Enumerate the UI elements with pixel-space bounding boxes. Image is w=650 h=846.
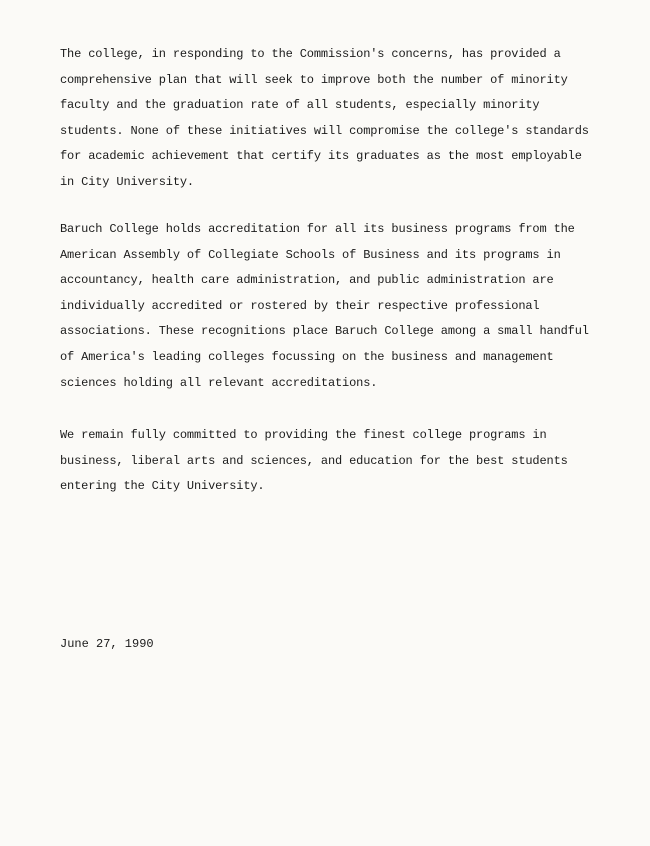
paragraph-commission-response: The college, in responding to the Commission's concerns, has provided a comprehensive plan that will seek to improve both the number of minority faculty and the graduation rate of all students, especially minority students. None of these initiatives will compromise the college's standards for academic achievement that certify its graduates as the most employable in City University. [60,47,589,189]
paragraph-commitment: We remain fully committed to providing the finest college programs in business, liberal arts and sciences, and education for the best students entering the City University. [60,428,568,494]
document-date: June 27, 1990 [60,637,154,651]
paragraph-accreditation: Baruch College holds accreditation for all its business programs from the American Assembly of Collegiate Schools of Business and its programs in accountancy, health care administration, and public administration are individually accredited or rostered by their respective professional associations. These recognitions place Baruch College among a small handful of America's leading colleges focussing on the business and management sciences holding all relevant accreditations. [60,222,589,390]
